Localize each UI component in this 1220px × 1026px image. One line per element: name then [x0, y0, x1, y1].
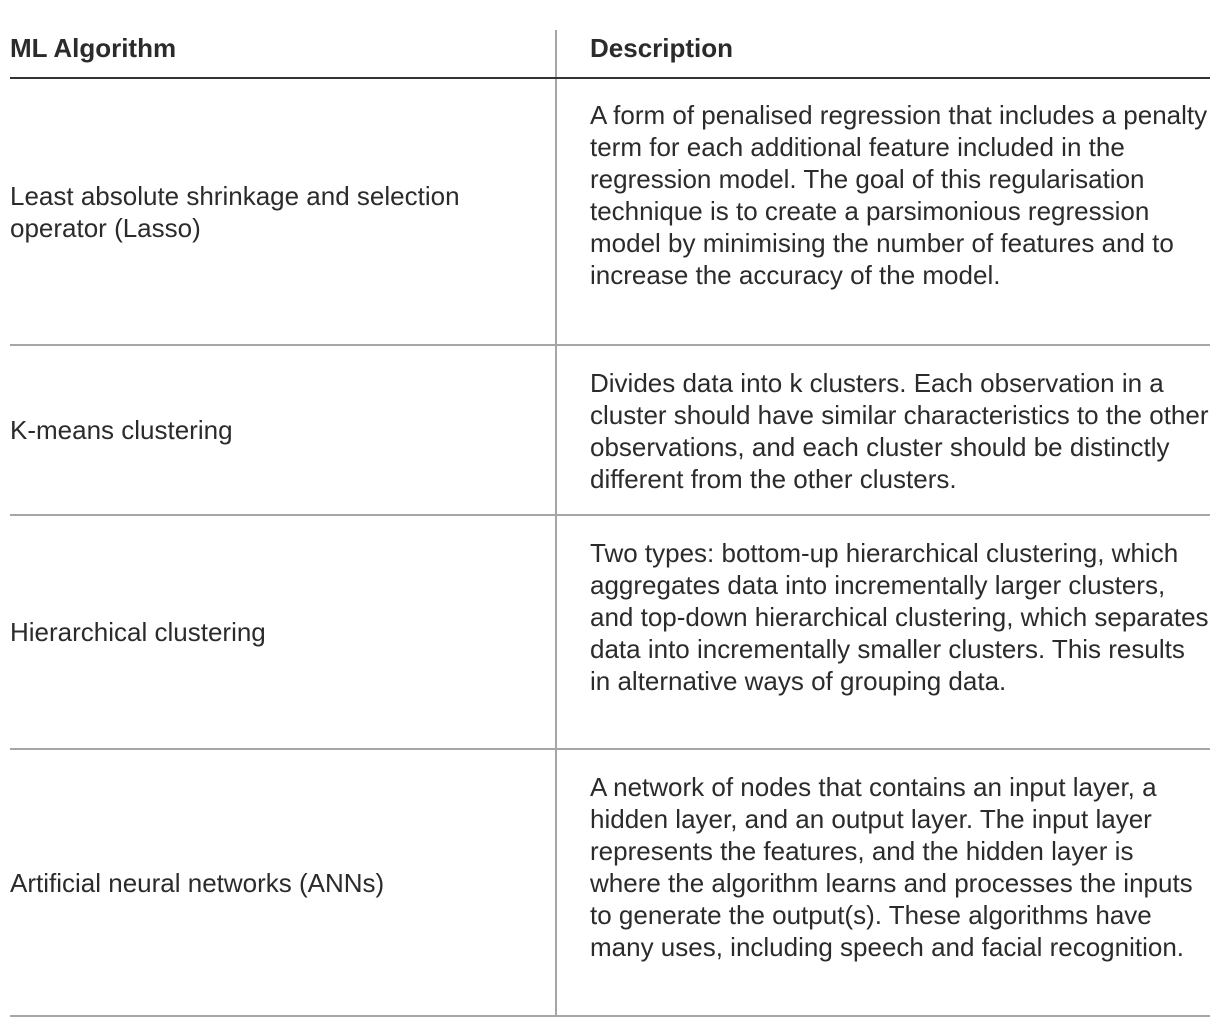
description-cell: Divides data into k clusters. Each observation in a cluster should have similar characteristics to the other observations, and each cluster should be distinctly different from the other clusters. — [590, 368, 1209, 494]
table-header-row — [10, 30, 1210, 79]
table-row — [10, 516, 1210, 750]
algorithm-cell: K-means clustering — [10, 346, 557, 514]
table-row — [10, 79, 1210, 346]
algorithm-cell: Least absolute shrinkage and selection operator (Lasso) — [10, 79, 557, 344]
table-row — [10, 346, 1210, 516]
header-description: Description — [590, 33, 734, 63]
algorithm-cell: Hierarchical clustering — [10, 516, 557, 748]
algorithm-cell: Artificial neural networks (ANNs) — [10, 750, 557, 1015]
description-cell: A network of nodes that contains an input layer, a hidden layer, and an output layer. The input layer represents the features, and the hidden layer is where the algorithm learns and processes the inputs to generate the output(s). These algorithms have many uses, including speech and facial recognition. — [590, 772, 1193, 962]
header-algorithm: ML Algorithm — [10, 30, 557, 77]
description-cell: Two types: bottom-up hierarchical clustering, which aggregates data into incrementally larger clusters, and top-down hierarchical clustering, which separates data into incrementally smaller clusters. This results in alternative ways of grouping data. — [590, 538, 1209, 696]
description-cell: A form of penalised regression that includes a penalty term for each additional feature included in the regression model. The goal of this regularisation technique is to create a parsimonious regression model by minimising the number of features and to increase the accuracy of the model. — [590, 100, 1208, 290]
ml-algorithms-table — [10, 30, 1210, 1017]
table-row — [10, 750, 1210, 1017]
